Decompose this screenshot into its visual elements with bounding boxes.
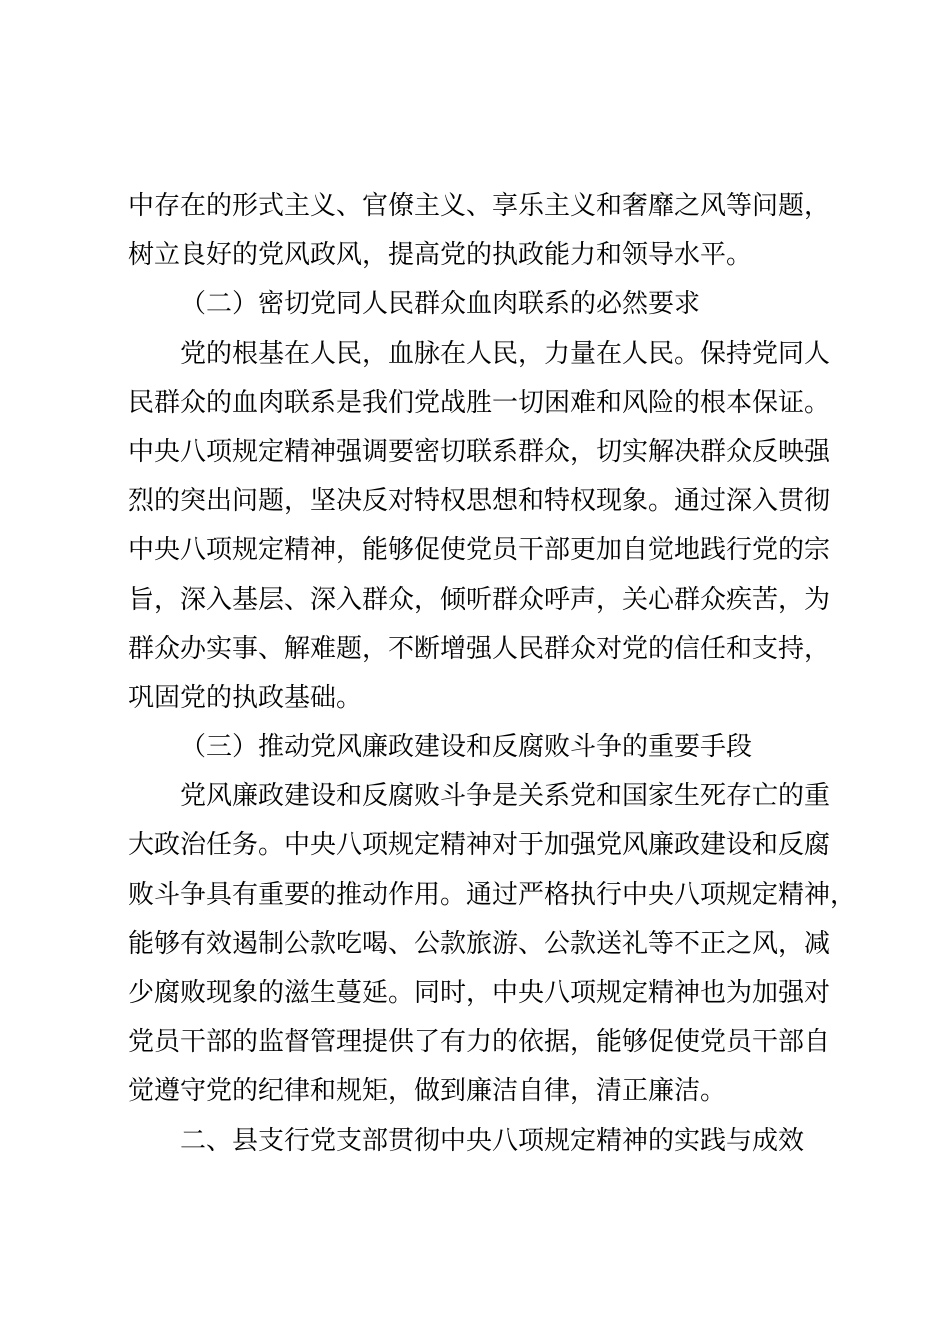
paragraph-line: 能够有效遏制公款吃喝、公款旅游、公款送礼等不正之风，减 <box>128 928 831 959</box>
document-body <box>128 182 868 1166</box>
paragraph-line: 巩固党的执政基础。 <box>128 682 363 713</box>
paragraph-line: 群众办实事、解难题，不断增强人民群众对党的信任和支持， <box>128 633 831 664</box>
paragraph-line: 中央八项规定精神，能够促使党员干部更加自觉地践行党的宗 <box>128 535 831 566</box>
paragraph-line: 败斗争具有重要的推动作用。通过严格执行中央八项规定精神， <box>128 879 857 910</box>
paragraph-line: 树立良好的党风政风，提高党的执政能力和领导水平。 <box>128 240 753 271</box>
paragraph-line: 觉遵守党的纪律和规矩，做到廉洁自律，清正廉洁。 <box>128 1076 727 1107</box>
paragraph-line: 中央八项规定精神强调要密切联系群众，切实解决群众反映强 <box>128 436 831 467</box>
paragraph-line: 烈的突出问题，坚决反对特权思想和特权现象。通过深入贯彻 <box>128 486 831 517</box>
paragraph-line: 旨，深入基层、深入群众，倾听群众呼声，关心群众疾苦，为 <box>128 584 831 615</box>
paragraph-line: 中存在的形式主义、官僚主义、享乐主义和奢靡之风等问题， <box>128 191 831 221</box>
section-heading: 二、县支行党支部贯彻中央八项规定精神的实践与成效 <box>180 1125 805 1156</box>
paragraph-line: 党的根基在人民，血脉在人民，力量在人民。保持党同人 <box>180 338 831 369</box>
paragraph-line: 党员干部的监督管理提供了有力的依据，能够促使党员干部自 <box>128 1027 831 1058</box>
paragraph-line: 少腐败现象的滋生蔓延。同时，中央八项规定精神也为加强对 <box>128 978 831 1008</box>
paragraph-line: 党风廉政建设和反腐败斗争是关系党和国家生死存亡的重 <box>180 781 831 812</box>
paragraph-line: 民群众的血肉联系是我们党战胜一切困难和风险的根本保证。 <box>128 387 831 418</box>
subheading: （二）密切党同人民群众血肉联系的必然要求 <box>180 289 701 320</box>
subheading: （三）推动党风廉政建设和反腐败斗争的重要手段 <box>180 732 753 763</box>
paragraph-line: 大政治任务。中央八项规定精神对于加强党风廉政建设和反腐 <box>128 830 831 861</box>
